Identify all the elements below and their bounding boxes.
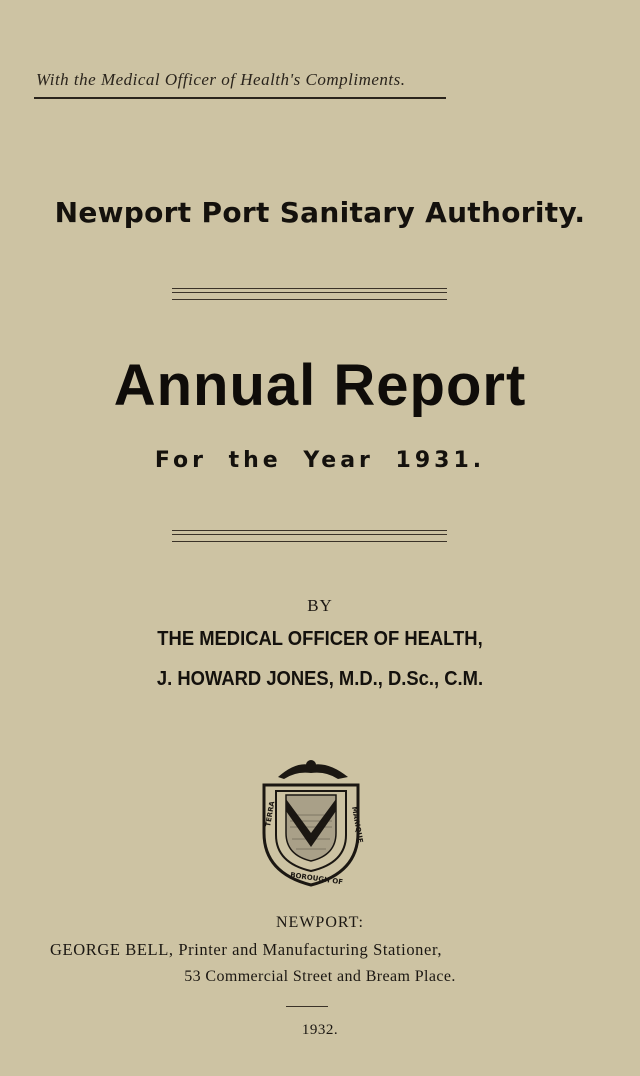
bottom-double-rule — [172, 530, 447, 542]
imprint-place: NEWPORT: — [275, 914, 364, 931]
by-label: BY — [307, 596, 333, 615]
officer-title: THE MEDICAL OFFICER OF HEALTH, — [157, 628, 483, 650]
svg-text:MARIQUE: MARIQUE — [350, 805, 365, 844]
report-year-line: For the Year 1931. — [154, 448, 486, 473]
svg-text:TERRA: TERRA — [264, 800, 277, 828]
top-double-rule — [172, 288, 447, 300]
author-name: J. HOWARD JONES, M.D., D.Sc., C.M. — [156, 668, 484, 690]
imprint-year: 1932. — [301, 1022, 339, 1038]
compliments-line: With the Medical Officer of Health's Compliments. — [36, 70, 406, 89]
compliments-underline — [34, 97, 446, 99]
imprint-rule — [286, 1006, 328, 1007]
report-title: Annual Report — [113, 353, 527, 418]
imprint-printer: GEORGE BELL, Printer and Manufacturing Stationer, — [50, 940, 443, 959]
imprint-address: 53 Commercial Street and Bream Place. — [184, 968, 456, 985]
svg-text:BOROUGH OF: BOROUGH OF — [289, 871, 344, 887]
borough-seal-icon — [256, 755, 366, 890]
authority-title: Newport Port Sanitary Authority. — [54, 196, 586, 229]
